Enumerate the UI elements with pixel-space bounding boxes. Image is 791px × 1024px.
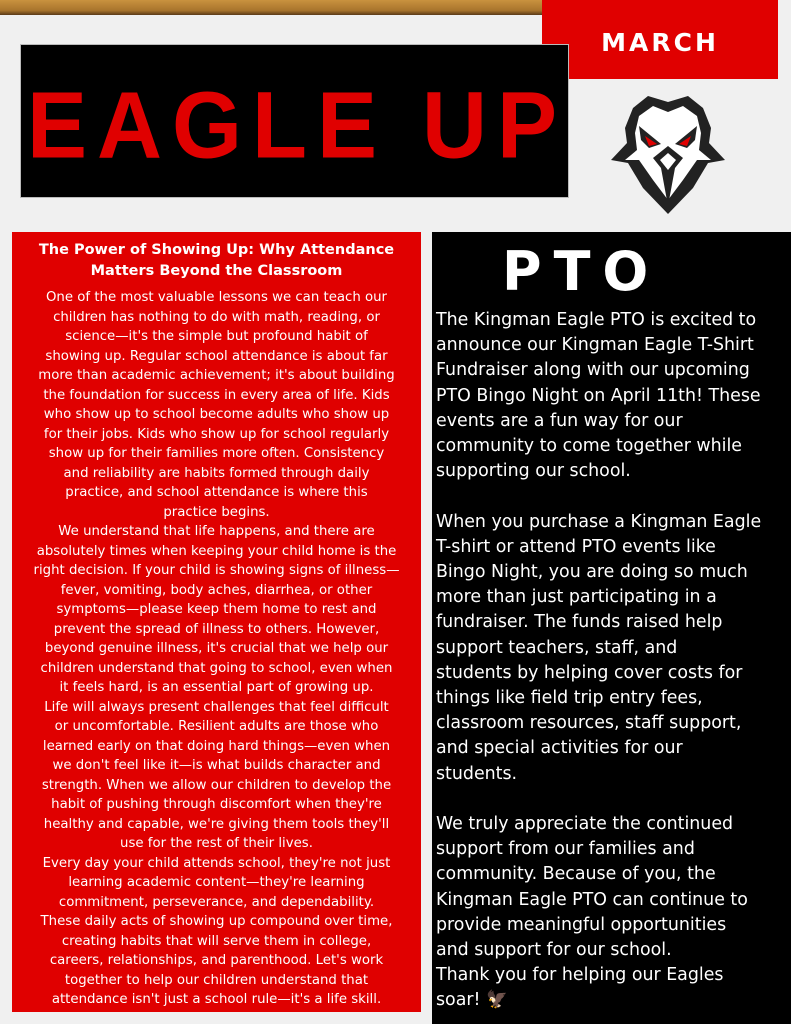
text-line [436, 484, 761, 509]
text-line: children has nothing to do with math, reading, or [53, 309, 380, 325]
text-line [436, 787, 761, 812]
text-line: careers, relationships, and parenthood. Let's work [49, 953, 384, 968]
text-line: events are a fun way for our [436, 410, 683, 431]
text-line: learned early on that doing hard things—even when [42, 738, 391, 754]
text-line: for their jobs. Kids who show up for school regularly [43, 426, 390, 442]
article-body [12, 288, 421, 1010]
article-title [12, 240, 421, 282]
text-line: Kingman Eagle PTO can continue to [436, 889, 748, 910]
text-line: symptoms—please keep them home to rest and [56, 602, 377, 617]
title-line: The Power of Showing Up: Why Attendance [38, 242, 395, 258]
text-line: soar! 🦅 [436, 990, 508, 1011]
text-line: support from our families and [436, 839, 695, 860]
pto-body [436, 308, 761, 1014]
text-line: healthy and capable, we're giving them tools they'll [43, 816, 390, 832]
text-line: classroom resources, staff support, [436, 713, 742, 734]
text-line: One of the most valuable lessons we can teach our [45, 290, 388, 305]
text-line: Every day your child attends school, they're not just [42, 855, 391, 871]
text-line: These daily acts of showing up compound over time, [40, 914, 393, 929]
text-line: community. Because of you, the [436, 864, 716, 885]
text-line: Thank you for helping our Eagles [436, 965, 724, 986]
text-line: children understand that going to school, even when [40, 660, 393, 676]
text-line: students. [436, 763, 518, 784]
text-line: more than academic achievement; it's about building [38, 368, 395, 383]
text-line: Fundraiser along with our upcoming [436, 360, 750, 381]
text-line: students by helping cover costs for [436, 662, 743, 683]
text-line: We truly appreciate the continued [436, 814, 734, 835]
text-line: and special activities for our [436, 738, 683, 759]
newsletter-title: EAGLE UP [27, 73, 568, 179]
text-line: practice, and school attendance is where this [65, 485, 368, 500]
text-line: Life will always present challenges that feel difficult [44, 699, 389, 715]
text-line: PTO Bingo Night on April 11th! These [436, 385, 761, 406]
text-line: we don't feel like it—is what builds character and [52, 758, 381, 773]
title-line: Matters Beyond the Classroom [90, 263, 343, 279]
text-line: showing up. Regular school attendance is about far [45, 348, 388, 364]
text-line: right decision. If your child is showing signs of illness— [33, 563, 400, 578]
text-line: science—it's the simple but profound habit of [65, 329, 368, 344]
text-line: announce our Kingman Eagle T-Shirt [436, 335, 754, 356]
text-line: more than just participating in a [436, 587, 717, 608]
text-line: learning academic content—they're learning [68, 875, 365, 890]
text-line: When you purchase a Kingman Eagle [436, 511, 762, 532]
eagle-logo-icon [603, 88, 733, 216]
text-line: supporting our school. [436, 461, 631, 482]
text-line: fever, vomiting, body aches, diarrhea, or other [60, 582, 373, 598]
wood-photo-strip [0, 0, 555, 15]
attendance-article [12, 232, 421, 1012]
text-line: use for the rest of their lives. [120, 836, 313, 851]
text-line: commitment, perseverance, and dependability. [58, 894, 375, 910]
text-line: T-shirt or attend PTO events like [436, 536, 716, 557]
text-line: who show up to school become adults who show up [43, 407, 390, 422]
text-line: fundraiser. The funds raised help [436, 612, 723, 633]
pto-heading: PTO [502, 240, 661, 303]
text-line: absolutely times when keeping your child home is the [36, 543, 397, 559]
text-line: attendance isn't just a school rule—it's a life skill. [51, 992, 382, 1007]
text-line: creating habits that will serve them in college, [61, 933, 372, 949]
text-line: or uncomfortable. Resilient adults are those who [54, 719, 379, 734]
text-line: beyond genuine illness, it's crucial that we help our [44, 641, 389, 656]
text-line: the foundation for success in every area of life. Kids [43, 387, 390, 403]
text-line: and reliability are habits formed through daily [63, 465, 370, 481]
text-line: community to come together while [436, 436, 742, 457]
text-line: provide meaningful opportunities [436, 914, 727, 935]
title-banner [20, 44, 569, 198]
month-badge: MARCH [542, 0, 778, 79]
text-line: Bingo Night, you are doing so much [436, 562, 748, 583]
text-line: things like field trip entry fees, [436, 688, 703, 709]
text-line: together to help our children understand that [64, 972, 369, 988]
text-line: show up for their families more often. Consistency [48, 446, 385, 461]
text-line: habit of pushing through discomfort when they're [51, 797, 382, 812]
text-line: strength. When we allow our children to develop the [41, 777, 392, 793]
text-line: practice begins. [163, 504, 270, 520]
text-line: it feels hard, is an essential part of growing up. [59, 680, 374, 695]
text-line: support teachers, staff, and [436, 637, 678, 658]
pto-section [432, 232, 791, 1024]
text-line: The Kingman Eagle PTO is excited to [436, 310, 757, 330]
text-line: and support for our school. [436, 940, 672, 961]
text-line: prevent the spread of illness to others. However, [53, 621, 380, 637]
text-line: We understand that life happens, and there are [58, 524, 375, 539]
